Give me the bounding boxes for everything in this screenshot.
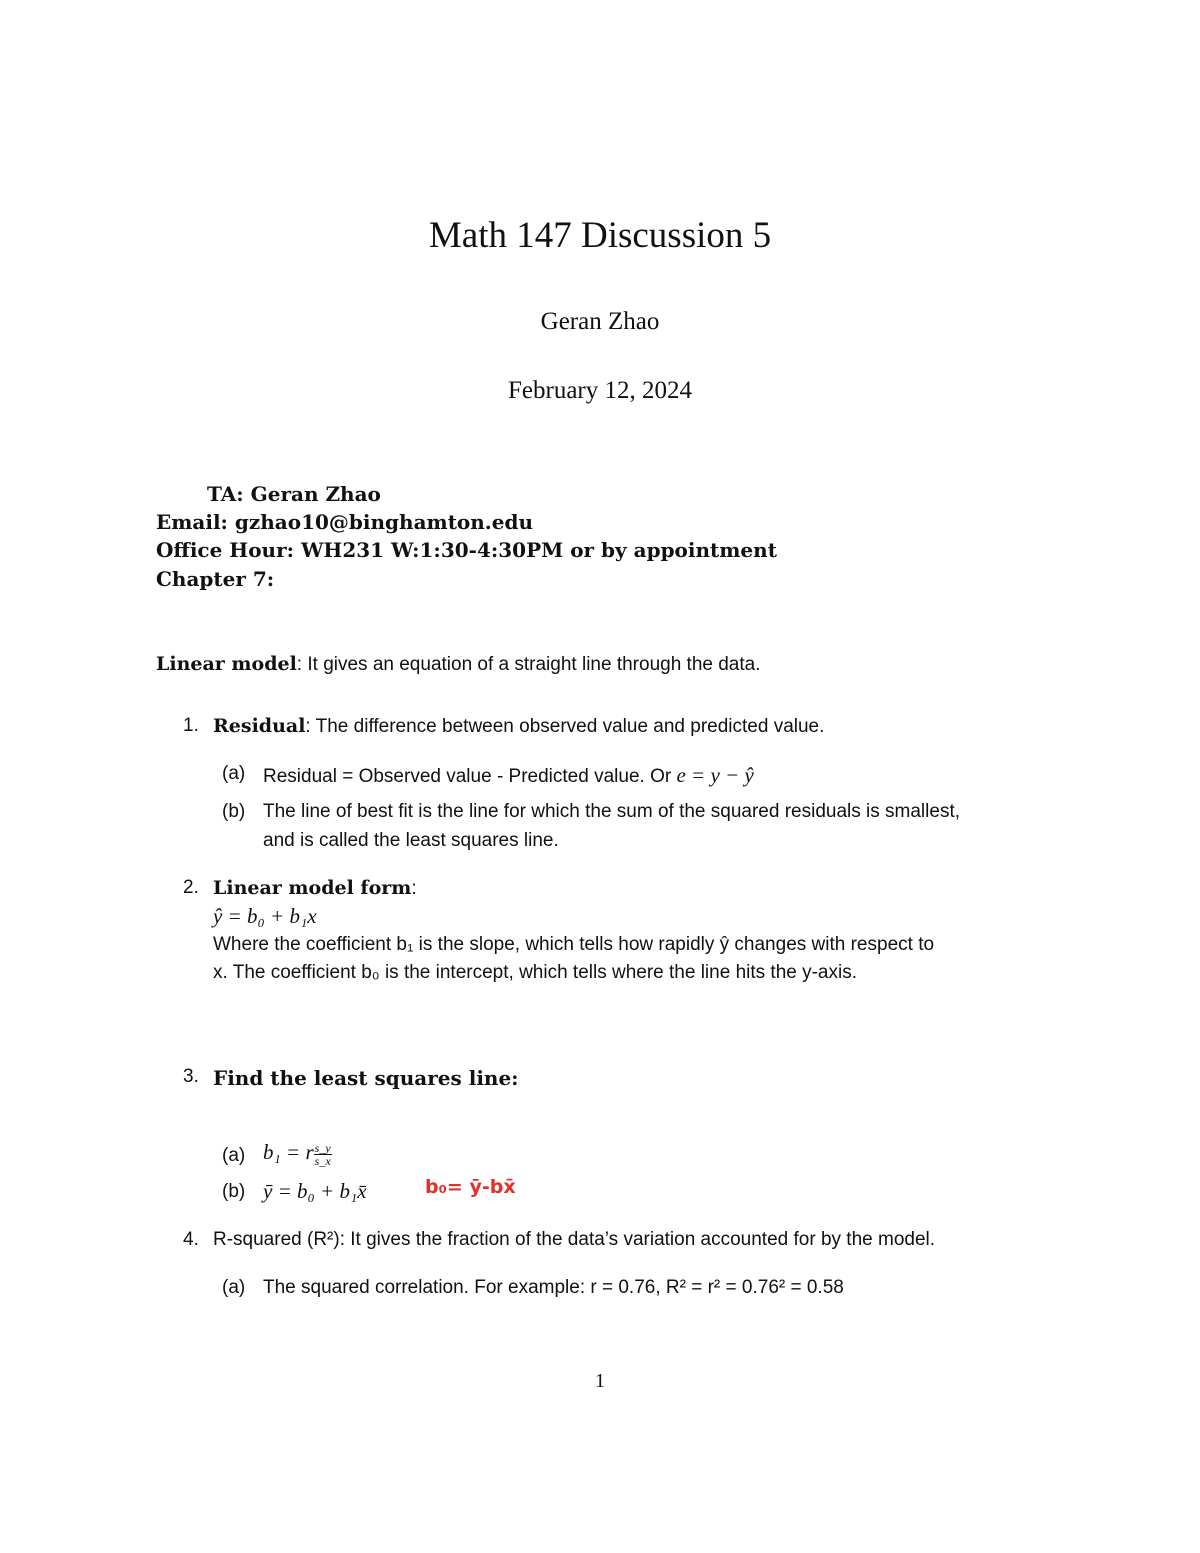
page-number: 1	[595, 1370, 605, 1392]
slope-formula	[263, 1140, 332, 1167]
item-3-number: 3.	[183, 1066, 199, 1087]
ta-line: TA: Geran Zhao	[207, 482, 381, 506]
item-2-line1: Where the coefficient b₁ is the slope, which tells how rapidly ŷ changes with respect to	[213, 934, 935, 955]
item-1a-text	[263, 763, 754, 788]
linear-model-intro	[156, 653, 761, 676]
document-title: Math 147 Discussion 5	[428, 215, 772, 256]
handwritten-intercept-note: b₀= ȳ-bx̄	[425, 1176, 516, 1198]
linear-model-form-colon: :	[411, 878, 417, 899]
item-3b-label: (b)	[222, 1181, 246, 1202]
r-squared-definition: R-squared (R²): It gives the fraction of the data’s variation accounted for by the model.	[213, 1229, 936, 1250]
item-1b-label: (b)	[222, 801, 246, 822]
item-1a-label: (a)	[222, 763, 246, 784]
linear-model-term: Linear model	[156, 653, 297, 675]
fraction-denominator: s_x	[314, 1154, 331, 1168]
sy-over-sx-fraction	[314, 1142, 332, 1167]
r-squared-example: The squared correlation. For example: r = 0.76, R² = r² = 0.76² = 0.58	[263, 1277, 844, 1298]
office-hour-line: Office Hour: WH231 W:1:30-4:30PM or by appointment	[156, 538, 777, 562]
author-name: Geran Zhao	[540, 308, 660, 335]
item-1b-line1: The line of best fit is the line for which the sum of the squared residuals is smallest,	[263, 801, 960, 822]
document-date: February 12, 2024	[508, 377, 692, 404]
slope-formula-lhs: b₁ = r	[263, 1140, 314, 1164]
item-1b-line2: and is called the least squares line.	[263, 830, 559, 851]
residual-formula-text: Residual = Observed value - Predicted value. Or	[263, 766, 677, 787]
residual-formula-math: e = y − ŷ	[676, 763, 754, 787]
linear-model-formula: ŷ = b₀ + b₁x	[213, 904, 317, 928]
linear-model-text: : It gives an equation of a straight line through the data.	[296, 654, 761, 675]
chapter-line: Chapter 7:	[156, 567, 275, 591]
mean-formula: ȳ = b₀ + b₁x̄	[263, 1179, 367, 1203]
fraction-numerator: s_y	[314, 1141, 331, 1155]
item-3a-label: (a)	[222, 1145, 246, 1166]
item-1-heading	[213, 715, 824, 738]
linear-model-form-term: Linear model form	[213, 877, 412, 899]
item-2-line2: x. The coefficient b₀ is the intercept, which tells where the line hits the y-axis.	[213, 962, 857, 983]
email-line: Email: gzhao10@binghamton.edu	[156, 510, 534, 534]
item-2-number: 2.	[183, 877, 199, 898]
residual-term: Residual	[213, 715, 306, 737]
item-2-heading	[213, 877, 417, 900]
item-4a-label: (a)	[222, 1277, 246, 1298]
item-4-number: 4.	[183, 1229, 199, 1250]
residual-definition: : The difference between observed value and predicted value.	[305, 716, 825, 737]
item-1-number: 1.	[183, 715, 199, 736]
least-squares-heading: Find the least squares line:	[213, 1066, 519, 1090]
